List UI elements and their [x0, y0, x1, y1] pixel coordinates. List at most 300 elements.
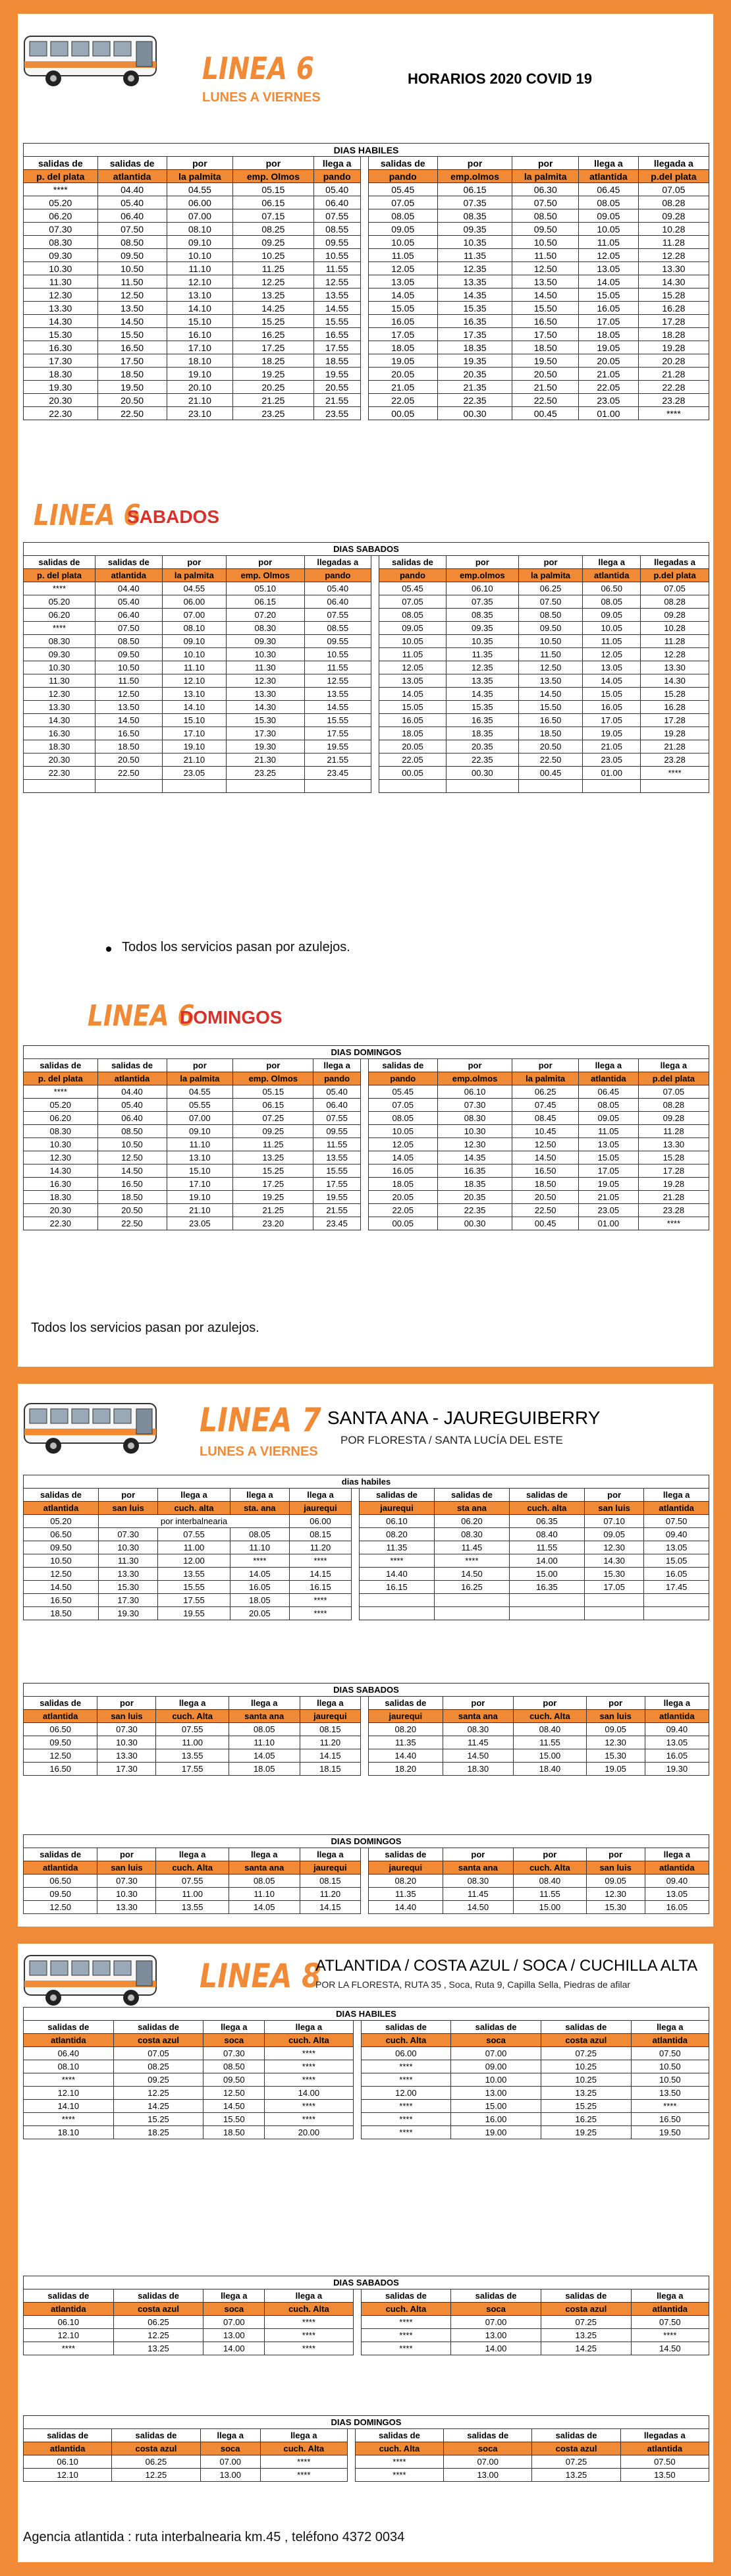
table-row: [24, 1554, 709, 1568]
time-cell: 07.00: [167, 1112, 233, 1125]
time-cell: 13.10: [162, 688, 226, 701]
time-cell: 12.25: [112, 2469, 200, 2482]
table-row: [24, 2316, 709, 2329]
time-cell: 13.05: [645, 1736, 709, 1749]
time-cell: 15.05: [578, 1151, 638, 1165]
column-header: por: [518, 556, 582, 569]
time-cell: 06.40: [304, 595, 371, 609]
time-cell: 07.25: [541, 2316, 631, 2329]
time-cell: 07.25: [532, 2455, 620, 2469]
time-cell: 07.05: [641, 582, 709, 595]
time-cell: 22.35: [437, 1204, 512, 1217]
column-header: salidas de: [434, 1489, 509, 1502]
column-header: cuch. Alta: [260, 2442, 347, 2455]
time-cell: 21.05: [368, 381, 437, 394]
time-cell: 08.05: [368, 1112, 437, 1125]
column-header: atlantida: [578, 1072, 638, 1085]
time-cell: 17.55: [313, 1178, 360, 1191]
time-cell: 11.05: [578, 1125, 638, 1138]
time-cell: 11.05: [379, 648, 447, 661]
column-gap: [361, 1736, 369, 1749]
time-cell: 10.30: [437, 1125, 512, 1138]
time-cell: 08.05: [368, 209, 437, 223]
column-gap: [351, 1489, 359, 1502]
column-header: jaurequi: [369, 1710, 443, 1723]
time-cell: ****: [631, 2329, 709, 2342]
column-header: llega a: [644, 1489, 709, 1502]
column-header: cuch. alta: [509, 1502, 584, 1515]
time-cell: 11.55: [313, 262, 360, 275]
time-cell: 10.30: [97, 1888, 156, 1901]
linea-6-sunday-table: [23, 1045, 709, 1230]
time-cell: 13.05: [379, 674, 447, 688]
time-cell: ****: [290, 1607, 352, 1620]
time-cell: 17.35: [437, 328, 512, 341]
time-cell: por interbalnearia: [98, 1515, 289, 1528]
table-row: [24, 1581, 709, 1594]
column-gap: [360, 407, 368, 420]
time-cell: 08.05: [583, 595, 641, 609]
time-cell: 11.00: [156, 1888, 229, 1901]
table-row: [24, 754, 709, 767]
column-gap: [360, 262, 368, 275]
linea-7-weekday-table: [23, 1475, 709, 1620]
time-cell: 13.25: [233, 1151, 313, 1165]
time-cell: 09.40: [645, 1875, 709, 1888]
column-header: cuch. Alta: [514, 1861, 586, 1875]
column-header: por: [167, 1059, 233, 1072]
time-cell: ****: [631, 2100, 709, 2113]
time-cell: 20.05: [379, 740, 447, 754]
time-cell: 04.40: [97, 183, 167, 196]
time-cell: 19.50: [512, 354, 579, 368]
time-cell: 14.30: [584, 1554, 643, 1568]
table-row: [24, 1138, 709, 1151]
time-cell: 08.20: [359, 1528, 434, 1541]
time-cell: 06.20: [24, 609, 95, 622]
time-cell: 07.10: [584, 1515, 643, 1528]
time-cell: 13.55: [313, 1151, 360, 1165]
time-cell: 13.05: [644, 1541, 709, 1554]
linea-6-saturday-table: [23, 542, 709, 793]
time-cell: 22.50: [512, 1204, 579, 1217]
column-gap: [351, 1528, 359, 1541]
column-gap: [360, 223, 368, 236]
column-header: llega a: [300, 1697, 361, 1710]
column-header: cuch. alta: [158, 1502, 230, 1515]
time-cell: 05.45: [368, 1085, 437, 1099]
column-gap: [371, 701, 379, 714]
time-cell: 17.55: [313, 341, 360, 354]
time-cell: 22.05: [379, 754, 447, 767]
time-cell: 08.50: [97, 1125, 167, 1138]
column-header: salidas de: [113, 2021, 203, 2034]
time-cell: 06.40: [97, 1112, 167, 1125]
time-cell: 11.30: [24, 275, 98, 288]
table-row: [24, 714, 709, 727]
column-header: la palmita: [512, 1072, 579, 1085]
time-cell: 15.50: [97, 328, 167, 341]
time-cell: 07.35: [446, 595, 518, 609]
time-cell: 12.28: [641, 648, 709, 661]
column-header: llega a: [631, 2289, 709, 2303]
time-cell: 10.30: [24, 661, 95, 674]
time-cell: ****: [290, 1594, 352, 1607]
time-cell: 12.10: [24, 2087, 114, 2100]
table-banner: DIAS DOMINGOS: [24, 1835, 709, 1848]
time-cell: 09.05: [379, 622, 447, 635]
time-cell: 18.35: [437, 1178, 512, 1191]
time-cell: 10.28: [641, 622, 709, 635]
table-banner: DIAS HABILES: [24, 144, 709, 157]
column-header: salidas de: [369, 1848, 443, 1861]
time-cell: 12.10: [167, 275, 233, 288]
table-banner-row: [24, 1475, 709, 1489]
column-gap: [360, 394, 368, 407]
time-cell: 15.55: [313, 1165, 360, 1178]
time-cell: 08.40: [514, 1723, 586, 1736]
time-cell: 14.55: [304, 701, 371, 714]
time-cell: 17.05: [368, 328, 437, 341]
time-cell: 04.40: [95, 582, 162, 595]
column-header: costa azul: [113, 2034, 203, 2047]
time-cell: 12.30: [437, 1138, 512, 1151]
time-cell: 17.05: [584, 1581, 643, 1594]
time-cell: 19.55: [158, 1607, 230, 1620]
column-header: emp. Olmos: [233, 170, 313, 183]
column-header: llega a: [645, 1848, 709, 1861]
time-cell: [509, 1607, 584, 1620]
time-cell: 09.05: [579, 209, 639, 223]
time-cell: 20.30: [24, 1204, 98, 1217]
time-cell: 14.50: [512, 288, 579, 302]
time-cell: 22.05: [368, 394, 437, 407]
time-cell: 12.00: [361, 2087, 451, 2100]
column-header: p. del plata: [24, 1072, 98, 1085]
time-cell: ****: [359, 1554, 434, 1568]
time-cell: 23.05: [167, 1217, 233, 1230]
linea-7-sunday-table: [23, 1834, 709, 1914]
time-cell: 16.30: [24, 727, 95, 740]
time-cell: 10.05: [368, 236, 437, 249]
time-cell: ****: [355, 2469, 443, 2482]
time-cell: 13.35: [437, 275, 512, 288]
time-cell: ****: [361, 2073, 451, 2087]
time-cell: 07.50: [631, 2316, 709, 2329]
time-cell: 16.50: [512, 315, 579, 328]
time-cell: 06.25: [512, 1085, 579, 1099]
time-cell: 09.30: [24, 648, 95, 661]
column-gap: [371, 688, 379, 701]
time-cell: 19.30: [645, 1763, 709, 1776]
time-cell: 22.35: [437, 394, 512, 407]
time-cell: 18.25: [113, 2126, 203, 2139]
table-banner-row: [24, 1046, 709, 1059]
table-header-row: [24, 1502, 709, 1515]
time-cell: 07.05: [113, 2047, 203, 2060]
time-cell: 09.05: [368, 223, 437, 236]
table-row: [24, 1723, 709, 1736]
time-cell: 19.28: [638, 1178, 709, 1191]
time-cell: 06.30: [512, 183, 579, 196]
table-row: [24, 740, 709, 754]
time-cell: 19.28: [641, 727, 709, 740]
time-cell: 17.50: [512, 328, 579, 341]
time-cell: 20.05: [368, 1191, 437, 1204]
time-cell: 16.28: [641, 701, 709, 714]
column-header: atlantida: [97, 1072, 167, 1085]
time-cell: 10.50: [631, 2073, 709, 2087]
time-cell: 11.35: [446, 648, 518, 661]
column-gap: [353, 2047, 361, 2060]
time-cell: 22.50: [97, 1217, 167, 1230]
table-banner: DIAS HABILES: [24, 2008, 709, 2021]
column-gap: [360, 275, 368, 288]
table-row: [24, 196, 709, 209]
linea-8-card: [9, 1935, 722, 2571]
time-cell: 19.25: [233, 368, 313, 381]
time-cell: 13.35: [446, 674, 518, 688]
time-cell: 06.10: [359, 1515, 434, 1528]
time-cell: 19.55: [313, 1191, 360, 1204]
time-cell: 10.30: [24, 1138, 98, 1151]
time-cell: 18.10: [24, 2126, 114, 2139]
table-header-row: [24, 2429, 709, 2442]
column-header: llega a: [156, 1697, 229, 1710]
time-cell: 00.45: [512, 407, 579, 420]
time-cell: 21.25: [233, 1204, 313, 1217]
column-header: jaurequi: [290, 1502, 352, 1515]
column-gap: [351, 1554, 359, 1568]
time-cell: 08.25: [233, 223, 313, 236]
column-gap: [360, 1204, 368, 1217]
time-cell: 11.55: [313, 1138, 360, 1151]
time-cell: 07.55: [156, 1723, 229, 1736]
time-cell: 19.10: [167, 368, 233, 381]
time-cell: 09.30: [24, 249, 98, 262]
table-row: [24, 1217, 709, 1230]
time-cell: 21.10: [167, 1204, 233, 1217]
table-row: [24, 2113, 709, 2126]
time-cell: ****: [265, 2342, 353, 2355]
time-cell: 16.55: [313, 328, 360, 341]
table-header-row: [24, 2034, 709, 2047]
table-header-row: [24, 1697, 709, 1710]
time-cell: ****: [361, 2060, 451, 2073]
time-cell: 14.05: [368, 1151, 437, 1165]
table-row: [24, 2455, 709, 2469]
time-cell: 13.25: [532, 2469, 620, 2482]
time-cell: 08.20: [369, 1875, 443, 1888]
time-cell: 05.40: [95, 595, 162, 609]
time-cell: 08.10: [24, 2060, 114, 2073]
time-cell: 14.00: [203, 2342, 265, 2355]
time-cell: 11.00: [156, 1736, 229, 1749]
time-cell: 16.25: [541, 2113, 631, 2126]
time-cell: 09.50: [97, 249, 167, 262]
column-gap: [351, 1607, 359, 1620]
time-cell: 08.10: [167, 223, 233, 236]
time-cell: 21.05: [579, 368, 639, 381]
time-cell: 08.30: [437, 1112, 512, 1125]
time-cell: 14.30: [641, 674, 709, 688]
column-header: llega a: [158, 1489, 230, 1502]
time-cell: 08.30: [24, 635, 95, 648]
time-cell: 08.40: [514, 1875, 586, 1888]
column-gap: [361, 1723, 369, 1736]
column-header: soca: [451, 2303, 541, 2316]
time-cell: 00.05: [368, 407, 437, 420]
time-cell: 09.30: [227, 635, 304, 648]
time-cell: 19.05: [586, 1763, 645, 1776]
time-cell: 20.05: [368, 368, 437, 381]
time-cell: 17.55: [304, 727, 371, 740]
time-cell: 10.00: [451, 2073, 541, 2087]
time-cell: 13.50: [518, 674, 582, 688]
time-cell: 18.50: [518, 727, 582, 740]
column-header: costa azul: [541, 2303, 631, 2316]
time-cell: 14.50: [518, 688, 582, 701]
time-cell: 12.28: [638, 249, 709, 262]
time-cell: 08.50: [512, 209, 579, 223]
time-cell: 19.50: [97, 381, 167, 394]
time-cell: 11.55: [509, 1541, 584, 1554]
time-cell: 08.05: [379, 609, 447, 622]
column-gap: [371, 780, 379, 793]
column-header: salidas de: [24, 1059, 98, 1072]
time-cell: 20.50: [512, 368, 579, 381]
time-cell: 17.10: [167, 1178, 233, 1191]
column-header: llega a: [645, 1697, 709, 1710]
time-cell: 12.50: [97, 1151, 167, 1165]
time-cell: 21.10: [167, 394, 233, 407]
table-banner: DIAS DOMINGOS: [24, 2416, 709, 2429]
column-header: salidas de: [368, 1059, 437, 1072]
time-cell: 22.50: [97, 407, 167, 420]
time-cell: [162, 780, 226, 793]
time-cell: 21.28: [641, 740, 709, 754]
time-cell: 20.50: [97, 1204, 167, 1217]
time-cell: 12.25: [113, 2329, 203, 2342]
time-cell: 14.50: [97, 1165, 167, 1178]
time-cell: 15.25: [233, 1165, 313, 1178]
column-header: cuch. Alta: [361, 2034, 451, 2047]
table-row: [24, 354, 709, 368]
time-cell: 12.00: [158, 1554, 230, 1568]
time-cell: [24, 780, 95, 793]
time-cell: 12.50: [97, 288, 167, 302]
column-header: por: [514, 1697, 586, 1710]
time-cell: 22.30: [24, 767, 95, 780]
time-cell: 18.20: [369, 1763, 443, 1776]
time-cell: 10.25: [233, 249, 313, 262]
table-row: [24, 275, 709, 288]
time-cell: 14.40: [369, 1749, 443, 1763]
time-cell: 06.10: [24, 2455, 112, 2469]
time-cell: 15.10: [162, 714, 226, 727]
time-cell: 13.30: [98, 1568, 157, 1581]
time-cell: 17.55: [158, 1594, 230, 1607]
time-cell: 08.15: [290, 1528, 352, 1541]
column-header: sta ana: [434, 1502, 509, 1515]
table-row: [24, 727, 709, 740]
time-cell: 08.55: [304, 622, 371, 635]
time-cell: 16.15: [290, 1581, 352, 1594]
time-cell: ****: [361, 2329, 451, 2342]
time-cell: 23.28: [638, 394, 709, 407]
column-header: cuch. Alta: [355, 2442, 443, 2455]
column-header: soca: [200, 2442, 260, 2455]
column-gap: [353, 2289, 361, 2303]
time-cell: 13.05: [578, 1138, 638, 1151]
table-row: [24, 1191, 709, 1204]
column-header: salidas de: [355, 2429, 443, 2442]
bullet-dot: [106, 946, 111, 952]
time-cell: ****: [265, 2316, 353, 2329]
table-row: [24, 1515, 709, 1528]
time-cell: 10.55: [304, 648, 371, 661]
linea-8-title: LINEA 8: [200, 1957, 321, 1995]
time-cell: 17.45: [644, 1581, 709, 1594]
time-cell: 07.05: [638, 183, 709, 196]
column-header: por: [586, 1848, 645, 1861]
table-header-row: [24, 556, 709, 569]
column-gap: [353, 2100, 361, 2113]
column-header: llega a: [156, 1848, 229, 1861]
column-gap: [360, 288, 368, 302]
column-header: pando: [304, 569, 371, 582]
time-cell: 16.05: [644, 1568, 709, 1581]
column-header: por: [98, 1489, 157, 1502]
linea-7-title: LINEA 7: [200, 1401, 321, 1439]
time-cell: 13.30: [638, 1138, 709, 1151]
time-cell: 07.00: [200, 2455, 260, 2469]
time-cell: 06.50: [24, 1723, 97, 1736]
time-cell: 13.10: [167, 1151, 233, 1165]
time-cell: 08.28: [638, 196, 709, 209]
time-cell: 07.50: [631, 2047, 709, 2060]
time-cell: 20.55: [313, 381, 360, 394]
column-header: atlantida: [97, 170, 167, 183]
time-cell: 06.10: [446, 582, 518, 595]
time-cell: 16.35: [437, 1165, 512, 1178]
time-cell: 04.55: [167, 183, 233, 196]
table-header-row: [24, 2303, 709, 2316]
time-cell: 15.05: [583, 688, 641, 701]
time-cell: 17.30: [227, 727, 304, 740]
time-cell: ****: [361, 2126, 451, 2139]
time-cell: 05.45: [368, 183, 437, 196]
time-cell: 13.55: [156, 1749, 229, 1763]
time-cell: 07.30: [97, 1875, 156, 1888]
column-header: por: [514, 1848, 586, 1861]
time-cell: 12.05: [579, 249, 639, 262]
time-cell: ****: [361, 2100, 451, 2113]
column-gap: [360, 381, 368, 394]
time-cell: 06.45: [578, 1085, 638, 1099]
time-cell: 08.15: [300, 1723, 361, 1736]
time-cell: 17.28: [638, 1165, 709, 1178]
time-cell: 14.30: [227, 701, 304, 714]
time-cell: 07.55: [304, 609, 371, 622]
column-header: pando: [313, 170, 360, 183]
time-cell: 13.00: [451, 2329, 541, 2342]
table-header-row: [24, 170, 709, 183]
time-cell: 09.50: [24, 1888, 97, 1901]
column-gap: [360, 341, 368, 354]
time-cell: 06.15: [437, 183, 512, 196]
time-cell: ****: [290, 1554, 352, 1568]
